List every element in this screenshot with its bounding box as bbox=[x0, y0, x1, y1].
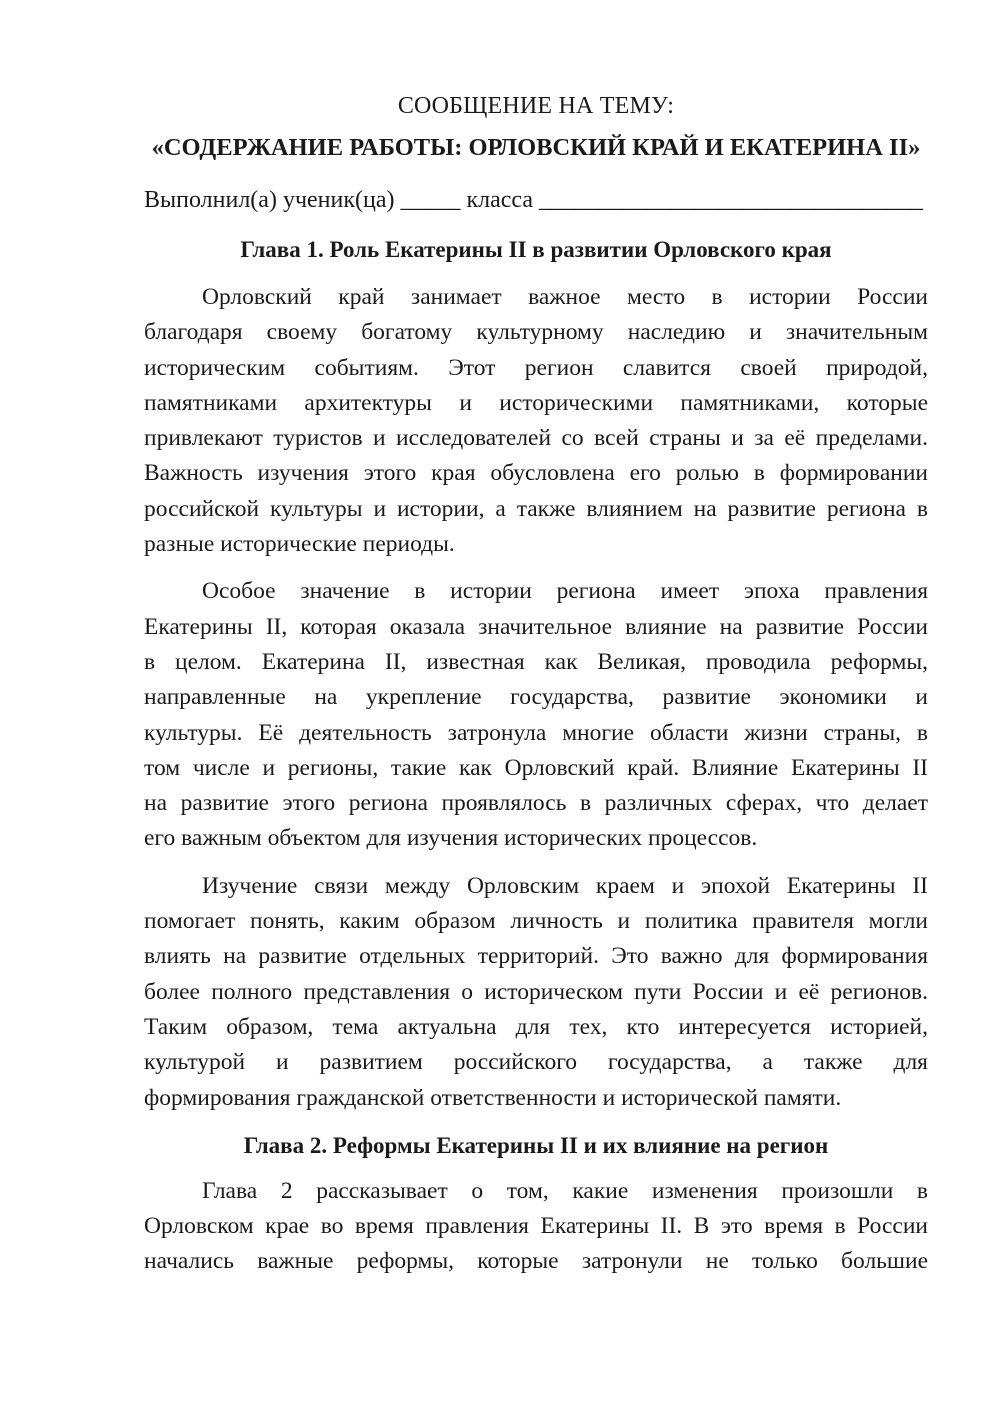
document-body bbox=[144, 88, 928, 1280]
text-line: Орловском крае во время правления Екатерины II. В это время в России bbox=[144, 1213, 928, 1240]
text-line: привлекают туристов и исследователей со всей страны и за её пределами. bbox=[144, 425, 928, 452]
text-line: Глава 2 рассказывает о том, какие изменения произошли в bbox=[202, 1177, 928, 1204]
text-line: Изучение связи между Орловским краем и эпохой Екатерины II bbox=[202, 872, 928, 899]
text-line: Орловский край занимает важное место в истории России bbox=[202, 284, 928, 310]
text-line: начались важные реформы, которые затронули не только большие bbox=[144, 1248, 928, 1275]
document-title: «СОДЕРЖАНИЕ РАБОТЫ: ОРЛОВСКИЙ КРАЙ И ЕКАТЕРИНА II» bbox=[151, 134, 921, 161]
text-line: памятниками архитектуры и историческими памятниками, которые bbox=[144, 389, 928, 416]
chapter-2-heading: Глава 2. Реформы Екатерины II и их влияние на регион bbox=[243, 1132, 829, 1158]
text-line: российской культуры и истории, а также влиянием на развитие региона в bbox=[144, 495, 928, 522]
text-line: Таким образом, тема актуальна для тех, кто интересуется историей, bbox=[144, 1013, 928, 1040]
text-line: Екатерины II, которая оказала значительное влияние на развитие России bbox=[144, 613, 928, 640]
text-line: на развитие этого региона проявлялось в различных сферах, что делает bbox=[144, 790, 928, 817]
text-line: культуры. Её деятельность затронула многие области жизни страны, в bbox=[144, 719, 928, 746]
author-signature-line: Выполнил(а) ученик(ца) _____ класса ________________________________ bbox=[144, 187, 924, 213]
text-line: более полного представления о историческом пути России и её регионов. bbox=[144, 978, 928, 1005]
text-line: формирования гражданской ответственности и исторической памяти. bbox=[144, 1084, 842, 1111]
text-line: разные исторические периоды. bbox=[144, 531, 455, 558]
chapter-1-paragraph-1 bbox=[144, 280, 928, 562]
chapter-1-paragraph-2 bbox=[144, 574, 928, 856]
text-line: его важным объектом для изучения исторических процессов. bbox=[144, 825, 758, 852]
text-line: в целом. Екатерина II, известная как Великая, проводила реформы, bbox=[144, 648, 928, 675]
text-line: направленные на укрепление государства, развитие экономики и bbox=[144, 684, 928, 711]
text-line: влиять на развитие отдельных территорий. Это важно для формирования bbox=[144, 943, 928, 970]
text-line: помогает понять, каким образом личность и политика правителя могли bbox=[144, 908, 928, 935]
chapter-1-paragraph-3 bbox=[144, 869, 928, 1116]
text-line: благодаря своему богатому культурному наследию и значительным bbox=[144, 319, 928, 346]
text-line: культурой и развитием российского государства, а также для bbox=[144, 1049, 928, 1076]
document-type-heading: СООБЩЕНИЕ НА ТЕМУ: bbox=[397, 93, 675, 119]
text-line: историческим событиям. Этот регион славится своей природой, bbox=[144, 354, 928, 381]
chapter-2-paragraph-1 bbox=[144, 1174, 928, 1280]
text-line: Важность изучения этого края обусловлена его ролью в формировании bbox=[144, 460, 928, 487]
chapter-1-heading: Глава 1. Роль Екатерины II в развитии Орловского края bbox=[240, 237, 832, 262]
text-line: Особое значение в истории региона имеет эпоха правления bbox=[202, 578, 928, 605]
text-line: том числе и регионы, такие как Орловский край. Влияние Екатерины II bbox=[144, 754, 928, 781]
